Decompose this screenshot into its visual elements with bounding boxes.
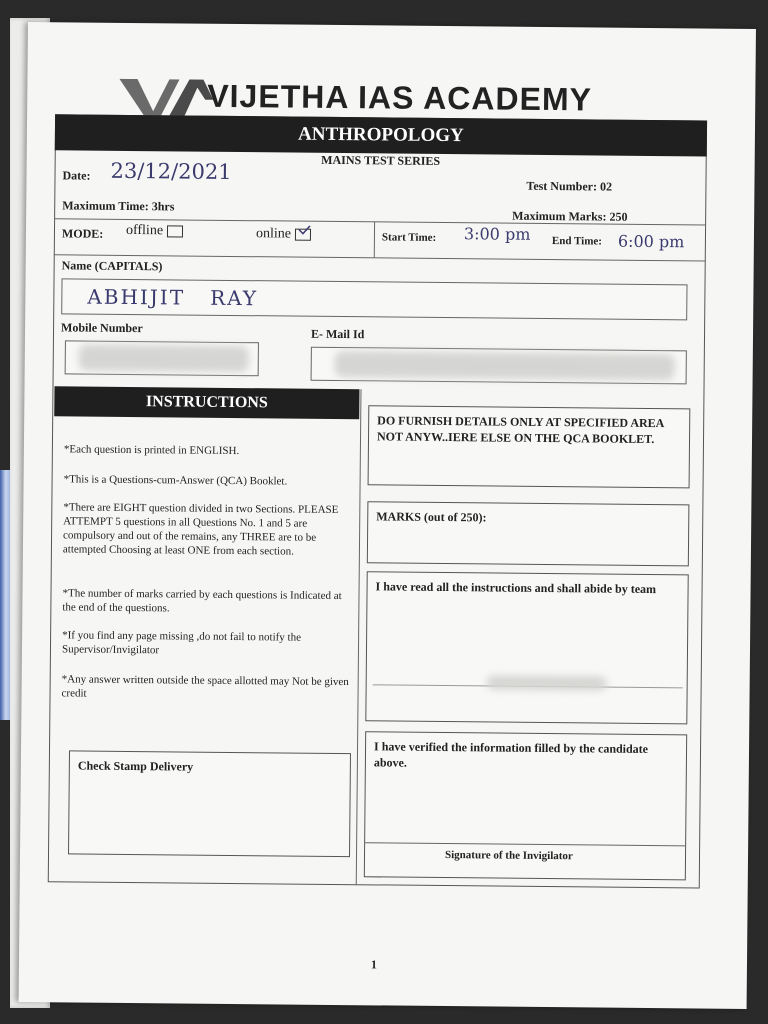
end-time-label: End Time: (551, 235, 603, 248)
page-number: 1 (370, 957, 378, 972)
name-label: Name (CAPITALS) (61, 258, 163, 274)
marks-box[interactable] (367, 501, 690, 566)
offline-option[interactable] (126, 223, 183, 240)
online-checkbox[interactable] (294, 228, 310, 240)
start-time-label: Start Time: (381, 231, 437, 244)
instruction-item: *This is a Questions-cum-Answer (QCA) Booklet. (63, 473, 288, 488)
instruction-item: *If you find any page missing ,do not fail to notify the Supervisor/Invigilator (61, 629, 302, 657)
academy-name: VIJETHA IAS ACADEMY (207, 77, 593, 118)
redacted-signature (487, 675, 607, 690)
redacted-email (335, 351, 675, 380)
name-value: ABHIJIT RAY (87, 284, 259, 311)
instruction-item: *There are EIGHT question divided in two Sections. PLEASE ATTEMPT 5 questions in all Questions No. 1 and 5 are compulsory and out of the remains, any THREE are to be attempted Choosing at least ONE from each section. (62, 501, 339, 558)
declaration-text: I have read all the instructions and shall abide by team (375, 579, 657, 597)
furnish-notice-box (368, 405, 691, 488)
declaration-box[interactable] (365, 571, 688, 724)
max-time: Maximum Time: 3hrs (62, 198, 175, 214)
instruction-item: *The number of marks carried by each questions is Indicated at the end of the questions. (62, 587, 342, 615)
checkmark-icon (296, 225, 310, 235)
date-value[interactable]: 23/12/2021 (110, 158, 232, 184)
subject-title: ANTHROPOLOGY (55, 114, 707, 156)
invigilator-signature-label: Signature of the Invigilator (444, 849, 573, 863)
marks-label: MARKS (out of 250): (376, 509, 487, 525)
verification-box (364, 731, 687, 880)
verification-text: I have verified the information filled by the candidate above. (373, 739, 649, 770)
signature-line (365, 842, 685, 846)
max-marks: Maximum Marks: 250 (512, 208, 628, 224)
online-option[interactable] (256, 226, 311, 243)
end-time-value[interactable]: 6:00 pm (617, 231, 685, 252)
start-time-value[interactable]: 3:00 pm (463, 224, 531, 244)
instruction-item: *Any answer written outside the space allotted may Not be given credit (61, 673, 349, 700)
instructions-heading: INSTRUCTIONS (54, 386, 359, 419)
test-number: Test Number: 02 (526, 178, 613, 194)
mobile-label: Mobile Number (61, 320, 143, 336)
answer-booklet-cover (19, 22, 756, 1009)
stamp-label: Check Stamp Delivery (77, 758, 194, 774)
series-title: MAINS TEST SERIES (321, 152, 441, 168)
instruction-item: *Each question is printed in ENGLISH. (63, 443, 240, 458)
redacted-mobile (79, 345, 249, 373)
stamp-box (68, 750, 351, 857)
offline-checkbox[interactable] (167, 225, 183, 237)
date-label: Date: (62, 168, 91, 183)
mode-label: MODE: (61, 226, 104, 241)
furnish-notice: DO FURNISH DETAILS ONLY AT SPECIFIED AREA NOT ANYW..IERE ELSE ON THE QCA BOOKLET. (376, 413, 664, 447)
email-label: E- Mail Id (310, 326, 365, 342)
offline-label: offline (125, 222, 164, 239)
online-label: online (255, 226, 292, 242)
